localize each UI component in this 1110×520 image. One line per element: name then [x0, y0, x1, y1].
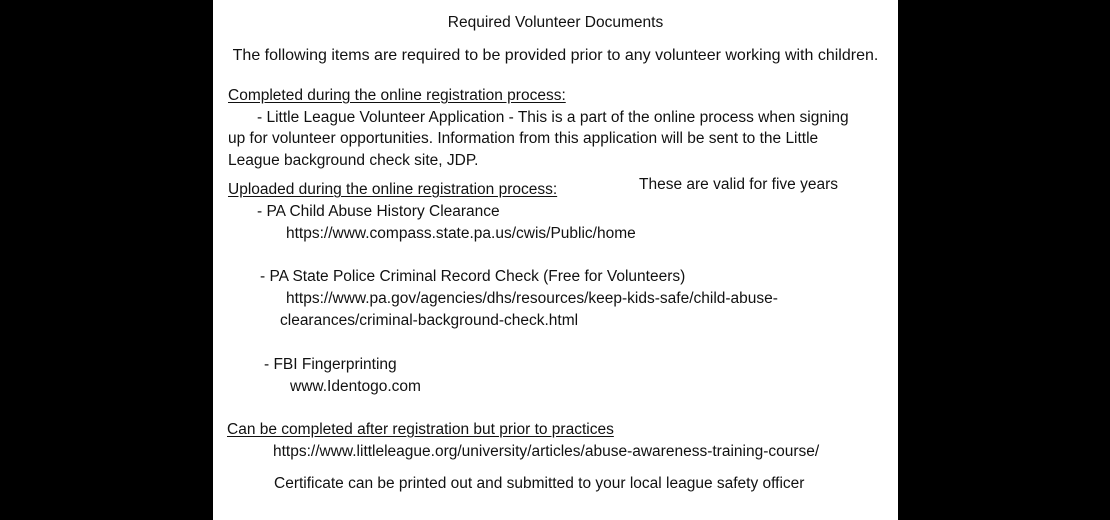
validity-note: These are valid for five years — [639, 176, 839, 193]
volunteer-application-line-2: up for volunteer opportunities. Information from this application will be sent to the Little — [228, 130, 819, 147]
volunteer-application-line-3: League background check site, JDP. — [228, 152, 479, 169]
state-police-check-url-line-2: clearances/criminal-background-check.html — [280, 312, 579, 329]
document-page — [213, 0, 898, 520]
abuse-awareness-training-url: https://www.littleleague.org/university/articles/abuse-awareness-training-course/ — [273, 443, 820, 460]
child-abuse-clearance-label: - PA Child Abuse History Clearance — [257, 203, 500, 220]
state-police-check-label: - PA State Police Criminal Record Check (Free for Volunteers) — [260, 268, 686, 285]
document-title: Required Volunteer Documents — [447, 14, 664, 31]
child-abuse-clearance-url: https://www.compass.state.pa.us/cwis/Public/home — [286, 225, 636, 242]
intro-text: The following items are required to be provided prior to any volunteer working with children. — [232, 47, 879, 64]
certificate-note: Certificate can be printed out and submitted to your local league safety officer — [274, 475, 805, 492]
volunteer-application-line-1: - Little League Volunteer Application - This is a part of the online process when signing — [257, 109, 849, 126]
completed-section-heading: Completed during the online registration process: — [228, 87, 566, 104]
uploaded-section-heading: Uploaded during the online registration process: — [228, 181, 558, 198]
state-police-check-url-line-1: https://www.pa.gov/agencies/dhs/resources/keep-kids-safe/child-abuse- — [286, 290, 778, 307]
after-registration-heading: Can be completed after registration but prior to practices — [227, 421, 614, 438]
fbi-fingerprinting-url: www.Identogo.com — [290, 378, 421, 395]
fbi-fingerprinting-label: - FBI Fingerprinting — [264, 356, 397, 373]
